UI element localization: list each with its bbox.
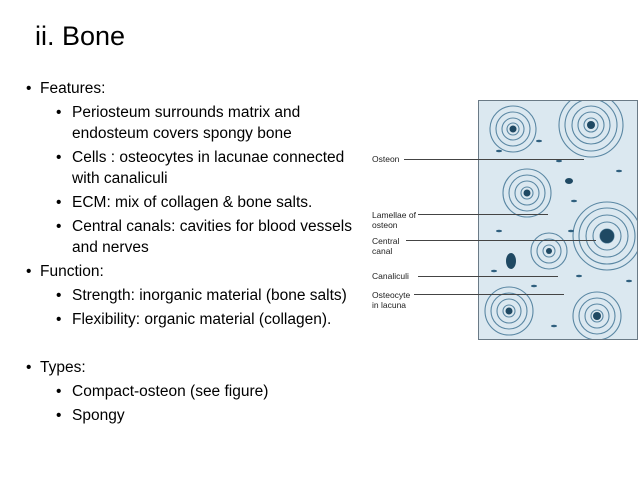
- micrograph-svg: [479, 101, 638, 340]
- bullet-central-canals: • Central canals: cavities for blood vessels and nerves: [52, 216, 352, 258]
- leader-osteocyte: [414, 294, 564, 295]
- label-osteon: Osteon: [372, 154, 400, 164]
- bullet-compact: • Compact-osteon (see figure): [52, 381, 352, 402]
- central-canal-5: [546, 248, 552, 254]
- leader-canaliculi: [418, 276, 558, 277]
- central-canal-1: [510, 126, 517, 133]
- bone-micrograph-image: [478, 100, 638, 340]
- canal-dark-1: [506, 253, 516, 269]
- compact-bone-figure: [370, 100, 638, 342]
- label-osteocyte: Osteocyte in lacuna: [372, 290, 411, 310]
- bullet-types: • Types:: [22, 357, 352, 378]
- bullet-spongy: • Spongy: [52, 405, 352, 426]
- bullet-list: [22, 78, 352, 426]
- central-canal-2: [587, 121, 595, 129]
- label-lamellae: Lamellae of osteon: [372, 210, 416, 230]
- label-canaliculi: Canaliculi: [372, 271, 409, 281]
- leader-osteon: [404, 159, 584, 160]
- central-canal-3: [524, 190, 531, 197]
- bullet-function: • Function:: [22, 261, 352, 282]
- bullet-ecm: • ECM: mix of collagen & bone salts.: [52, 192, 352, 213]
- slide-title: ii. Bone: [35, 21, 126, 51]
- central-canal-4: [600, 229, 614, 243]
- central-canal-7: [593, 312, 601, 320]
- leader-lamellae: [418, 214, 548, 215]
- central-canal-6: [506, 308, 513, 315]
- canal-dark-2: [565, 178, 573, 184]
- bullet-strength: • Strength: inorganic material (bone salts): [52, 285, 352, 306]
- bullet-periosteum: • Periosteum surrounds matrix and endosteum covers spongy bone: [52, 102, 352, 144]
- leader-central-canal: [406, 240, 596, 241]
- bullet-features: • Features:: [22, 78, 352, 99]
- label-central-canal: Central canal: [372, 236, 400, 256]
- bullet-cells: • Cells : osteocytes in lacunae connected with canaliculi: [52, 147, 352, 189]
- bullet-flexibility: • Flexibility: organic material (collagen).: [52, 309, 352, 330]
